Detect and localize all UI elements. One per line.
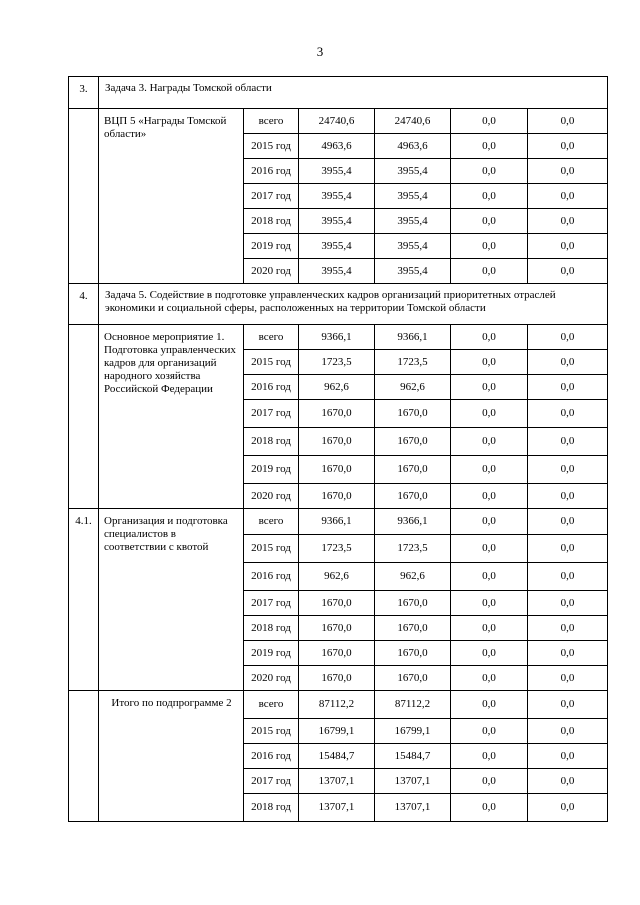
period-cell: 2016 год [244, 744, 299, 769]
section-task: Задача 3. Награды Томской области [99, 77, 608, 109]
value-cell: 3955,4 [375, 259, 451, 284]
period-cell: 2018 год [244, 794, 299, 822]
value-cell: 962,6 [299, 375, 375, 400]
period-cell: всего [244, 509, 299, 535]
item-number [69, 691, 99, 822]
value-cell: 1723,5 [375, 350, 451, 375]
value-cell: 0,0 [528, 641, 608, 666]
value-cell: 0,0 [528, 616, 608, 641]
item-name: Итого по подпрограмме 2 [99, 691, 244, 822]
value-cell: 0,0 [451, 794, 528, 822]
value-cell: 9366,1 [375, 325, 451, 350]
value-cell: 0,0 [451, 484, 528, 509]
table-row [69, 509, 608, 535]
value-cell: 0,0 [451, 325, 528, 350]
value-cell: 3955,4 [375, 159, 451, 184]
value-cell: 3955,4 [375, 209, 451, 234]
value-cell: 1670,0 [299, 616, 375, 641]
value-cell: 0,0 [451, 509, 528, 535]
value-cell: 0,0 [528, 109, 608, 134]
value-cell: 1670,0 [299, 666, 375, 691]
period-cell: 2020 год [244, 259, 299, 284]
value-cell: 0,0 [528, 350, 608, 375]
value-cell: 1670,0 [375, 591, 451, 616]
value-cell: 0,0 [528, 744, 608, 769]
value-cell: 1670,0 [375, 456, 451, 484]
value-cell: 15484,7 [299, 744, 375, 769]
period-cell: всего [244, 325, 299, 350]
value-cell: 0,0 [528, 591, 608, 616]
period-cell: 2019 год [244, 234, 299, 259]
value-cell: 0,0 [451, 234, 528, 259]
value-cell: 1670,0 [375, 641, 451, 666]
value-cell: 0,0 [451, 209, 528, 234]
period-cell: 2020 год [244, 666, 299, 691]
value-cell: 1670,0 [375, 666, 451, 691]
period-cell: 2015 год [244, 134, 299, 159]
period-cell: 2015 год [244, 350, 299, 375]
period-cell: 2019 год [244, 456, 299, 484]
value-cell: 24740,6 [375, 109, 451, 134]
value-cell: 962,6 [299, 563, 375, 591]
value-cell: 9366,1 [375, 509, 451, 535]
value-cell: 3955,4 [375, 184, 451, 209]
value-cell: 0,0 [528, 134, 608, 159]
value-cell: 1670,0 [375, 616, 451, 641]
table-row [69, 109, 608, 134]
value-cell: 9366,1 [299, 509, 375, 535]
value-cell: 0,0 [451, 563, 528, 591]
value-cell: 16799,1 [299, 719, 375, 744]
value-cell: 0,0 [451, 456, 528, 484]
value-cell: 13707,1 [375, 769, 451, 794]
section-task: Задача 5. Содействие в подготовке управленческих кадров организаций приоритетных отраслей экономики и социальной сферы, расположенных на территории Томской области [99, 284, 608, 325]
period-cell: 2017 год [244, 769, 299, 794]
value-cell: 0,0 [528, 456, 608, 484]
value-cell: 0,0 [451, 691, 528, 719]
value-cell: 0,0 [451, 428, 528, 456]
value-cell: 3955,4 [375, 234, 451, 259]
budget-table [68, 76, 608, 822]
period-cell: 2016 год [244, 563, 299, 591]
value-cell: 0,0 [528, 375, 608, 400]
value-cell: 0,0 [451, 666, 528, 691]
value-cell: 3955,4 [299, 259, 375, 284]
item-number [69, 325, 99, 509]
value-cell: 1670,0 [299, 456, 375, 484]
value-cell: 0,0 [528, 400, 608, 428]
value-cell: 0,0 [451, 134, 528, 159]
period-cell: всего [244, 691, 299, 719]
value-cell: 962,6 [375, 375, 451, 400]
item-name: Организация и подготовка специалистов в соответствии с квотой [99, 509, 244, 691]
value-cell: 1670,0 [375, 400, 451, 428]
value-cell: 15484,7 [375, 744, 451, 769]
value-cell: 0,0 [528, 209, 608, 234]
value-cell: 13707,1 [299, 769, 375, 794]
value-cell: 1670,0 [299, 400, 375, 428]
value-cell: 0,0 [528, 563, 608, 591]
value-cell: 1670,0 [375, 484, 451, 509]
value-cell: 0,0 [451, 109, 528, 134]
value-cell: 962,6 [375, 563, 451, 591]
period-cell: 2020 год [244, 484, 299, 509]
value-cell: 0,0 [451, 719, 528, 744]
section-number: 4. [69, 284, 99, 325]
value-cell: 0,0 [451, 769, 528, 794]
value-cell: 4963,6 [299, 134, 375, 159]
value-cell: 0,0 [528, 509, 608, 535]
period-cell: 2018 год [244, 428, 299, 456]
value-cell: 16799,1 [375, 719, 451, 744]
value-cell: 0,0 [528, 666, 608, 691]
value-cell: 87112,2 [375, 691, 451, 719]
value-cell: 9366,1 [299, 325, 375, 350]
value-cell: 0,0 [528, 535, 608, 563]
value-cell: 13707,1 [299, 794, 375, 822]
value-cell: 1670,0 [375, 428, 451, 456]
value-cell: 0,0 [451, 375, 528, 400]
value-cell: 1723,5 [299, 535, 375, 563]
value-cell: 0,0 [451, 350, 528, 375]
value-cell: 0,0 [528, 184, 608, 209]
item-name: Основное мероприятие 1. Подготовка управленческих кадров для организаций народного хозяйства Российской Федерации [99, 325, 244, 509]
value-cell: 1723,5 [299, 350, 375, 375]
value-cell: 1670,0 [299, 428, 375, 456]
value-cell: 0,0 [528, 769, 608, 794]
period-cell: всего [244, 109, 299, 134]
value-cell: 1670,0 [299, 484, 375, 509]
value-cell: 0,0 [451, 591, 528, 616]
table-row [69, 691, 608, 719]
value-cell: 0,0 [451, 641, 528, 666]
value-cell: 0,0 [528, 794, 608, 822]
section-row [69, 284, 608, 325]
value-cell: 1670,0 [299, 591, 375, 616]
value-cell: 0,0 [451, 400, 528, 428]
period-cell: 2017 год [244, 591, 299, 616]
period-cell: 2015 год [244, 719, 299, 744]
value-cell: 0,0 [451, 744, 528, 769]
value-cell: 1723,5 [375, 535, 451, 563]
table-row [69, 325, 608, 350]
value-cell: 4963,6 [375, 134, 451, 159]
value-cell: 0,0 [451, 535, 528, 563]
period-cell: 2015 год [244, 535, 299, 563]
item-number [69, 109, 99, 284]
value-cell: 3955,4 [299, 159, 375, 184]
section-number: 3. [69, 77, 99, 109]
value-cell: 0,0 [528, 719, 608, 744]
value-cell: 0,0 [528, 428, 608, 456]
value-cell: 0,0 [451, 159, 528, 184]
value-cell: 3955,4 [299, 184, 375, 209]
period-cell: 2017 год [244, 184, 299, 209]
value-cell: 3955,4 [299, 234, 375, 259]
period-cell: 2017 год [244, 400, 299, 428]
section-row [69, 77, 608, 109]
value-cell: 87112,2 [299, 691, 375, 719]
value-cell: 1670,0 [299, 641, 375, 666]
page-number: 3 [316, 44, 324, 59]
value-cell: 24740,6 [299, 109, 375, 134]
period-cell: 2018 год [244, 209, 299, 234]
value-cell: 3955,4 [299, 209, 375, 234]
period-cell: 2019 год [244, 641, 299, 666]
period-cell: 2018 год [244, 616, 299, 641]
value-cell: 0,0 [451, 616, 528, 641]
value-cell: 0,0 [528, 691, 608, 719]
value-cell: 0,0 [528, 484, 608, 509]
item-name: ВЦП 5 «Награды Томской области» [99, 109, 244, 284]
value-cell: 0,0 [528, 325, 608, 350]
value-cell: 0,0 [528, 234, 608, 259]
value-cell: 0,0 [451, 259, 528, 284]
value-cell: 0,0 [528, 259, 608, 284]
period-cell: 2016 год [244, 375, 299, 400]
value-cell: 13707,1 [375, 794, 451, 822]
item-number: 4.1. [69, 509, 99, 691]
value-cell: 0,0 [451, 184, 528, 209]
value-cell: 0,0 [528, 159, 608, 184]
period-cell: 2016 год [244, 159, 299, 184]
